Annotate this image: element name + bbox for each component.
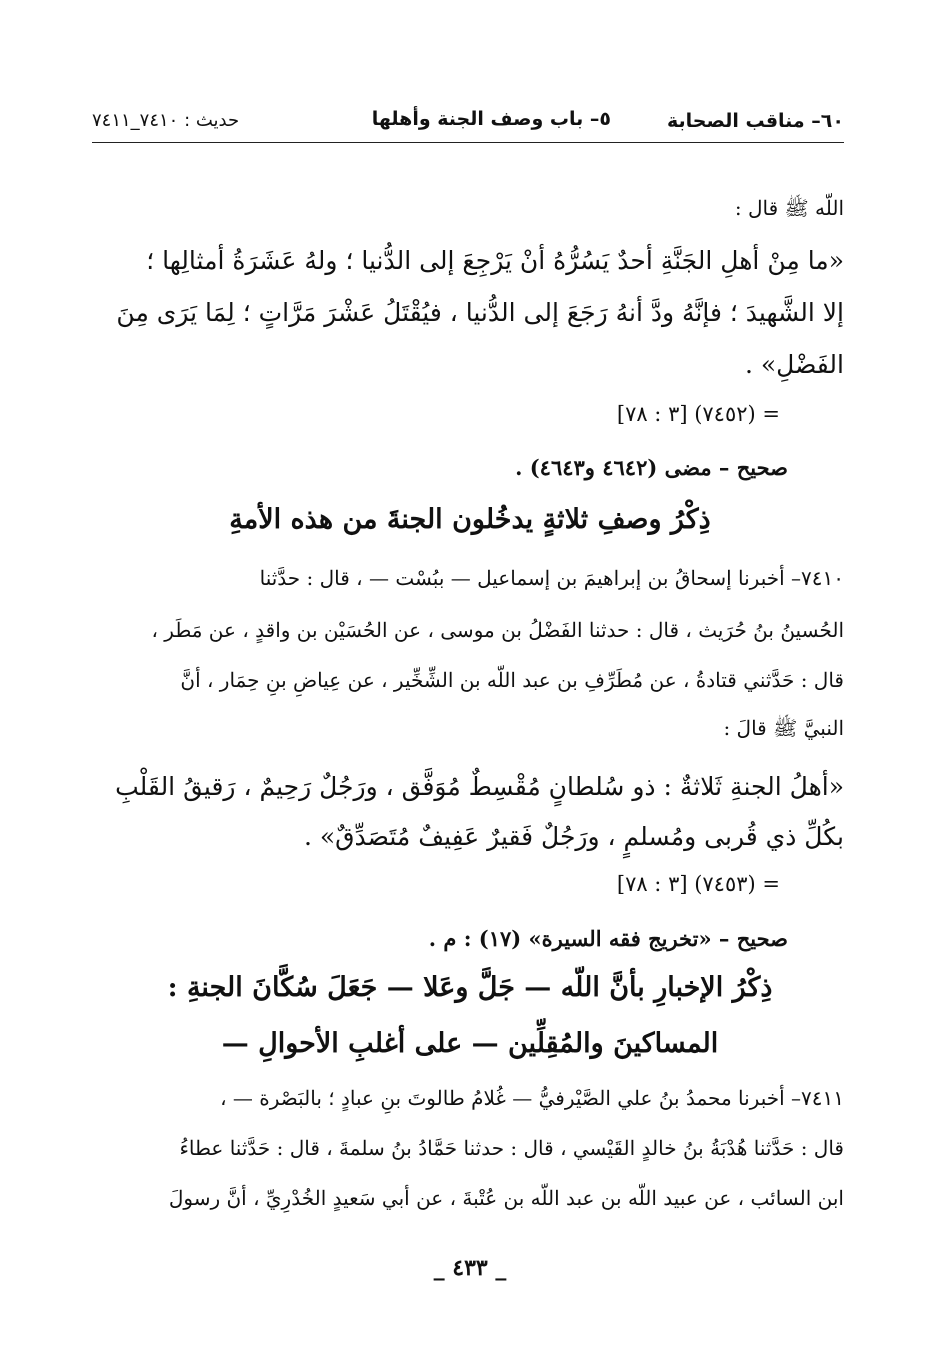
isnad-2-line-2: قال : حَدَّثنا هُدْبَةُ بنُ خالدٍ القَيْسي ، قال : حدثنا حَمَّادُ بنُ سلمةَ ، قال : حَدَّثنا عطاءُ — [179, 1136, 844, 1160]
section-heading-1: ذِكْرُ وصفِ ثلاثةٍ يدخُلون الجنةَ من هذه الأمةِ — [229, 504, 711, 535]
quote-1-line-1: «ما مِنْ أهلِ الجَنَّةِ أحدٌ يَسُرُّهُ أنْ يَرْجِعَ إلى الدُّنيا ؛ ولهُ عَشَرَةُ أمثالِها ؛ — [146, 246, 844, 275]
section-heading-2-line-2: المساكينَ والمُقِلِّين — على أغلبِ الأحوالِ — — [221, 1028, 719, 1059]
grading-1: صحيح – مضى (٤٦٤٢ و٤٦٤٣) . — [515, 455, 788, 480]
isnad-2-line-3: ابن السائب ، عن عبيد اللّه بن عبد اللّه بن عُتْبةَ ، عن أبي سَعيدٍ الخُدْرِيِّ ، أنَّ رسولَ — [168, 1186, 844, 1210]
isnad-2-line-1: ٧٤١١– أخبرنا محمدُ بنُ علي الصَّيْرفيُّ — غُلامُ طالوتَ بنِ عبادٍ ؛ بالبَصْرة — ، — [220, 1086, 844, 1110]
page-number: _ ٤٣٣ _ — [433, 1255, 507, 1281]
reference-2: = (٧٤٥٣) [٣ : ٧٨] — [616, 872, 780, 896]
isnad-1-line-3: قال : حَدَّثني قتادةُ ، عن مُطَرِّفِ بن عبد اللّه بن الشِّخِّير ، عن عِياضِ بنِ حِمَار ، أنَّ — [180, 668, 844, 692]
header-chapter-title: ٥– باب وصف الجنة وأهلها — [371, 108, 611, 130]
isnad-1-line-2: الحُسينُ بنُ حُرَيث ، قال : حدثنا الفَضْلُ بن موسى ، عن الحُسَيْن بن واقدٍ ، عن مَطَر ، — [151, 618, 844, 642]
running-header — [92, 108, 844, 143]
quote-1-line-2: إلا الشَّهيدَ ؛ فإنَّهُ ودَّ أنهُ رَجَعَ إلى الدُّنيا ، فيُقْتَلُ عَشْرَ مَرَّاتٍ ؛ لِمَا يَرَى مِنَ — [116, 298, 844, 327]
section-heading-2-line-1: ذِكْرُ الإخبارِ بأنَّ اللّه — جَلَّ وعَلا — جَعَلَ سُكَّانَ الجنةِ : — [167, 972, 773, 1003]
header-hadith-range: حديث : ٧٤١٠_٧٤١١ — [92, 110, 240, 131]
isnad-1-line-4: النبيَّ ﷺ قالَ : — [723, 716, 844, 740]
header-book-section: ٦٠– مناقب الصحابة — [667, 110, 844, 132]
quote-2-line-1: «أهلُ الجنةِ ثَلاثةٌ : ذو سُلطانٍ مُقْسِطٌ مُوَفَّق ، ورَجُلٌ رَحِيمٌ ، رَقيقُ القَلْبِ — [115, 772, 844, 801]
reference-1: = (٧٤٥٢) [٣ : ٧٨] — [616, 402, 780, 426]
intro-line: اللّه ﷺ قال : — [734, 196, 844, 220]
grading-2: صحيح – «تخريج فقه السيرة» (١٧) : م . — [428, 926, 788, 951]
quote-2-line-2: بكُلِّ ذي قُربى ومُسلمٍ ، ورَجُلٌ فَقيرٌ عَفِيفٌ مُتَصَدِّقٌ» . — [303, 822, 844, 851]
quote-1-line-3: الفَضْلِ» . — [744, 350, 844, 379]
isnad-1-line-1: ٧٤١٠– أخبرنا إسحاقُ بن إبراهيمَ بن إسماعيل — ببُسْت — ، قال : حدَّثنا — [259, 566, 844, 590]
